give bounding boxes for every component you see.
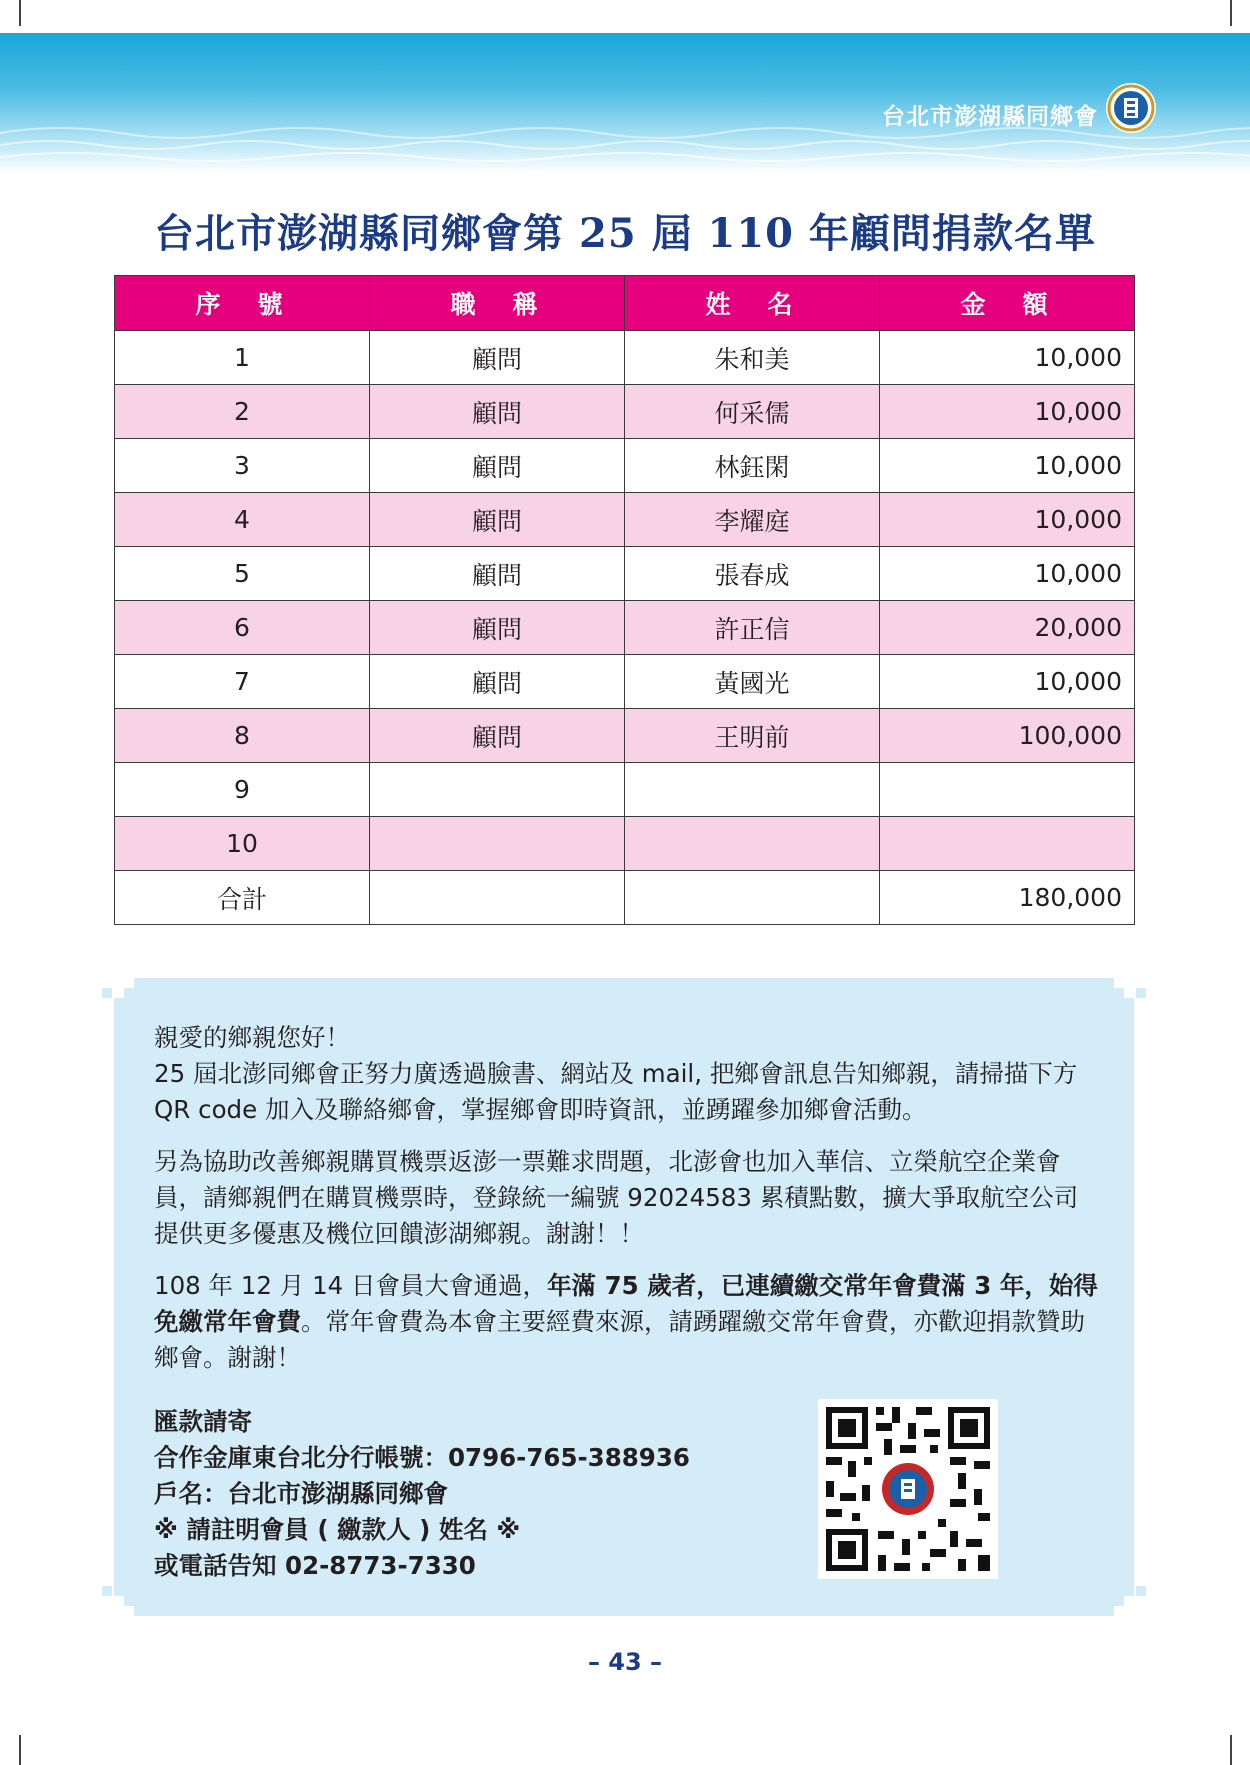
crop-mark [19, 0, 21, 26]
table-row [115, 655, 1135, 709]
table-row [115, 493, 1135, 547]
notice-box [114, 978, 1134, 1616]
cell-title [370, 763, 625, 817]
cell-title: 顧問 [370, 709, 625, 763]
cell-empty [370, 871, 625, 925]
association-logo-icon [1105, 82, 1157, 134]
corner-pixel [102, 988, 112, 998]
cell-amount: 10,000 [880, 439, 1135, 493]
cell-amount: 10,000 [880, 385, 1135, 439]
cell-number: 9 [115, 763, 370, 817]
cell-title [370, 817, 625, 871]
total-amount: 180,000 [880, 871, 1135, 925]
notice-text-span: 。常年會費為本會主要經費來源，請踴躍繳交常年會費，亦歡迎捐款贊助鄉會。謝謝！ [154, 1307, 1085, 1372]
remittance-info [154, 1404, 690, 1584]
cell-name [625, 763, 880, 817]
table-row [115, 709, 1135, 763]
cell-name: 黃國光 [625, 655, 880, 709]
qr-code[interactable] [818, 1399, 998, 1579]
crop-mark [1230, 0, 1232, 26]
crop-mark [19, 1735, 21, 1765]
cell-name [625, 817, 880, 871]
notice-paragraph: 另為協助改善鄉親購買機票返澎一票難求問題，北澎會也加入華信、立榮航空企業會員，請鄉親們在購買機票時，登錄統一編號 92024583 累積點數，擴大爭取航空公司提供更多優惠及機位回饋澎湖鄉親。謝謝！！ [154, 1147, 1079, 1248]
notice-bold-text: 年滿 75 歲者，已連續繳交常年會費滿 3 年，始得免繳常年會費 [154, 1271, 1098, 1336]
remit-note: ※ 請註明會員 ( 繳款人 ) 姓名 ※ [154, 1515, 521, 1544]
cell-name: 李耀庭 [625, 493, 880, 547]
cell-name: 許正信 [625, 601, 880, 655]
donation-table [114, 275, 1135, 925]
corner-pixel [114, 988, 124, 998]
corner-pixel [102, 1586, 112, 1596]
corner-pixel [114, 1606, 124, 1616]
corner-pixel [1114, 978, 1124, 988]
corner-pixel [114, 1596, 124, 1606]
cell-amount: 100,000 [880, 709, 1135, 763]
cell-number: 6 [115, 601, 370, 655]
table-row [115, 601, 1135, 655]
corner-pixel [114, 978, 124, 988]
cell-number: 5 [115, 547, 370, 601]
table-row [115, 547, 1135, 601]
table-row [115, 763, 1135, 817]
cell-amount: 10,000 [880, 547, 1135, 601]
page-title: 台北市澎湖縣同鄉會第 25 屆 110 年顧問捐款名單 [154, 210, 1096, 257]
cell-amount [880, 817, 1135, 871]
cell-amount: 10,000 [880, 331, 1135, 385]
corner-pixel [1124, 1596, 1134, 1606]
notice-paragraph: 25 屆北澎同鄉會正努力廣透過臉書、網站及 mail, 把鄉會訊息告知鄉親，請掃描下方 QR code 加入及聯絡鄉會，掌握鄉會即時資訊，並踴躍參加鄉會活動。 [154, 1059, 1078, 1124]
page-number: – 43 – [587, 1648, 663, 1676]
cell-empty [625, 871, 880, 925]
corner-pixel [124, 1606, 134, 1616]
notice-greeting: 親愛的鄉親您好！ [154, 1023, 350, 1052]
table-header-row [115, 276, 1135, 331]
cell-number: 3 [115, 439, 370, 493]
cell-title: 顧問 [370, 601, 625, 655]
corner-pixel [1136, 1586, 1146, 1596]
cell-name: 張春成 [625, 547, 880, 601]
cell-number: 7 [115, 655, 370, 709]
cell-number: 10 [115, 817, 370, 871]
cell-name: 何采儒 [625, 385, 880, 439]
column-header-name: 姓 名 [625, 276, 880, 331]
table-row [115, 817, 1135, 871]
remit-heading: 匯款請寄 [154, 1407, 252, 1436]
cell-amount: 10,000 [880, 655, 1135, 709]
table-total-row [115, 871, 1135, 925]
crop-mark [1230, 1735, 1232, 1765]
cell-amount [880, 763, 1135, 817]
notice-body [154, 1020, 1099, 1392]
cell-number: 1 [115, 331, 370, 385]
table-row [115, 331, 1135, 385]
remit-phone: 或電話告知 02-8773-7330 [154, 1551, 476, 1580]
remit-account: 合作金庫東台北分行帳號：0796-765-388936 [154, 1443, 690, 1472]
column-header-amount: 金 額 [880, 276, 1135, 331]
remit-holder: 戶名：台北市澎湖縣同鄉會 [154, 1479, 448, 1508]
cell-name: 林鈺閑 [625, 439, 880, 493]
cell-title: 顧問 [370, 547, 625, 601]
table-row [115, 439, 1135, 493]
qr-code-icon [818, 1399, 998, 1579]
cell-title: 顧問 [370, 385, 625, 439]
cell-title: 顧問 [370, 331, 625, 385]
notice-text-span: 108 年 12 月 14 日會員大會通過， [154, 1271, 548, 1300]
corner-pixel [1124, 1606, 1134, 1616]
column-header-number: 序 號 [115, 276, 370, 331]
corner-pixel [1114, 1606, 1124, 1616]
corner-pixel [1136, 988, 1146, 998]
total-label: 合計 [115, 871, 370, 925]
notice-paragraph [154, 1268, 1099, 1376]
cell-amount: 10,000 [880, 493, 1135, 547]
cell-name: 王明前 [625, 709, 880, 763]
cell-title: 顧問 [370, 439, 625, 493]
corner-pixel [124, 978, 134, 988]
cell-title: 顧問 [370, 655, 625, 709]
header-org-name: 台北市澎湖縣同鄉會 [882, 104, 1098, 130]
cell-number: 8 [115, 709, 370, 763]
column-header-title: 職 稱 [370, 276, 625, 331]
cell-amount: 20,000 [880, 601, 1135, 655]
cell-number: 2 [115, 385, 370, 439]
cell-number: 4 [115, 493, 370, 547]
cell-name: 朱和美 [625, 331, 880, 385]
cell-title: 顧問 [370, 493, 625, 547]
corner-pixel [1124, 978, 1134, 988]
table-row [115, 385, 1135, 439]
corner-pixel [1124, 988, 1134, 998]
